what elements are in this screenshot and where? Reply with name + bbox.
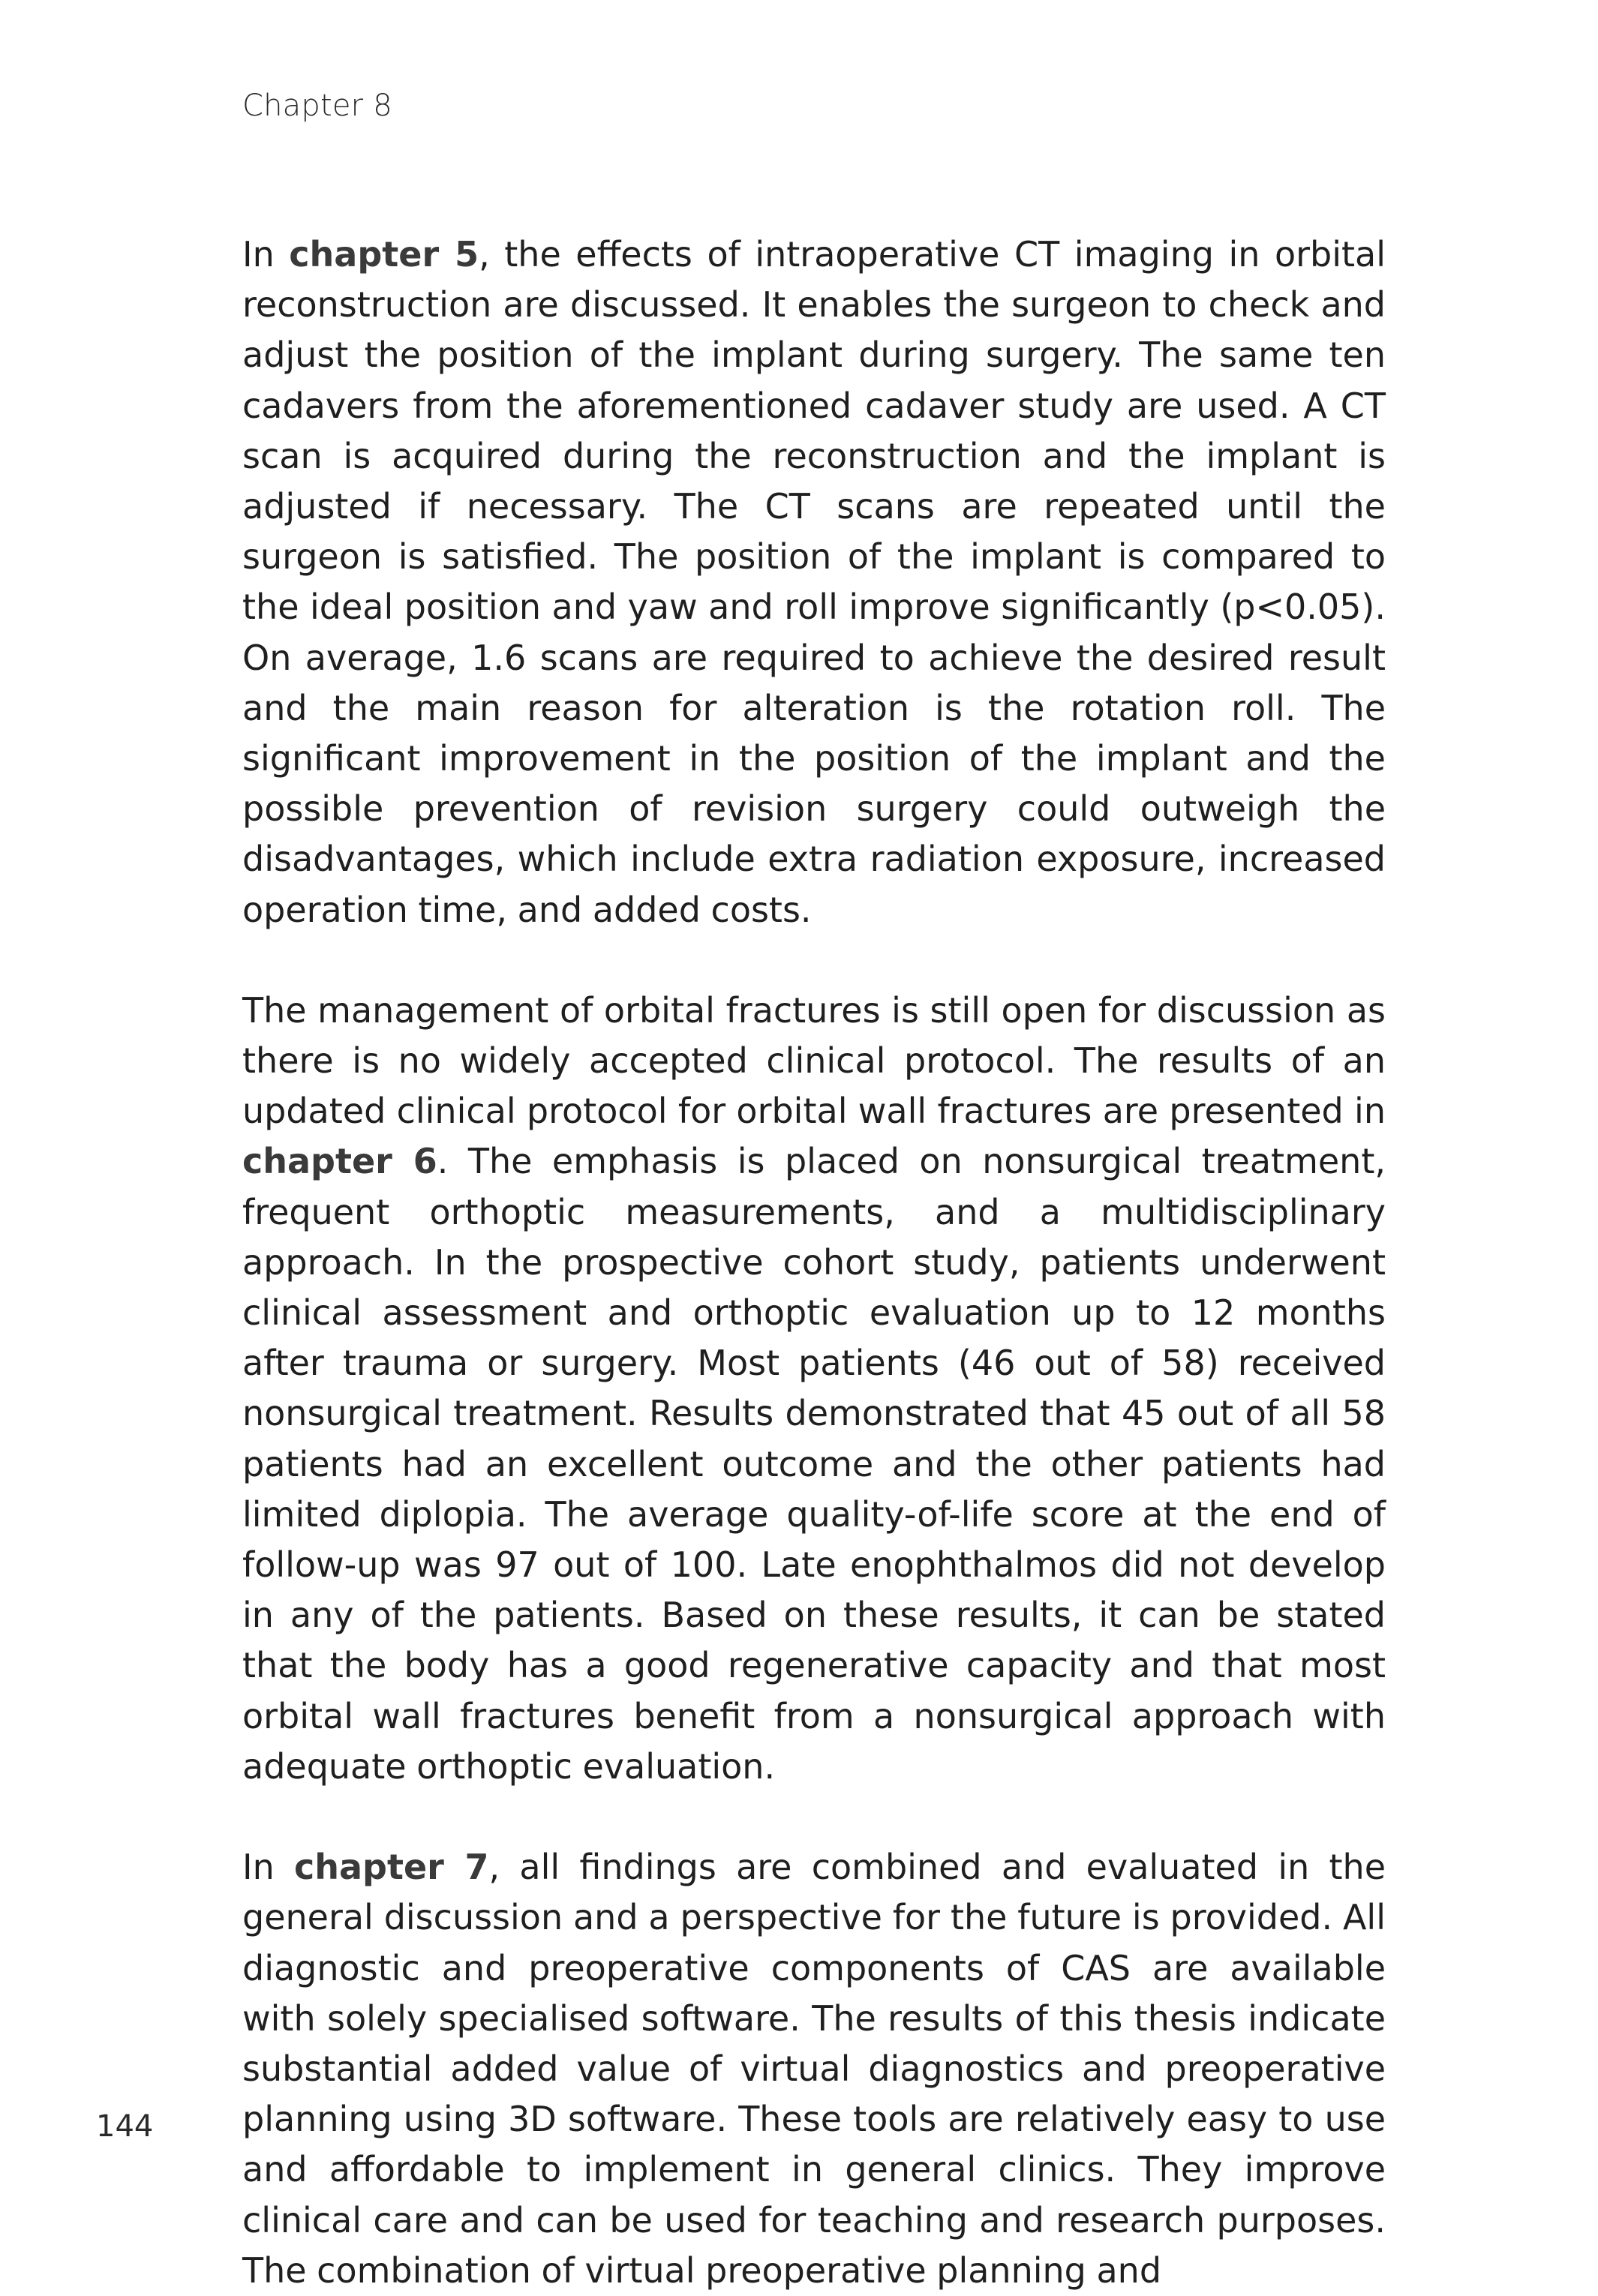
chapter-reference: chapter 7 — [293, 1847, 489, 1888]
paragraph-chapter-7-summary — [242, 1842, 1386, 2296]
chapter-reference: chapter 6 — [242, 1141, 437, 1182]
paragraph-text: In — [242, 234, 290, 275]
paragraph-text: , all findings are combined and evaluated in the general discussion and a perspective for the future is provided. All diagnostic and preoperative components of CAS are available with solely specialised software. The results of this thesis indicate substantial added value of virtual diagnostics and preoperative planning using 3D software. These tools are relatively easy to use and affordable to implement in general clinics. They improve clinical care and can be used for teaching and research purposes. The combination of virtual preoperative planning and — [242, 1847, 1386, 2291]
paragraph-text: , the effects of intraoperative CT imaging in orbital reconstruction are discussed. It enables the surgeon to check and adjust the position of the implant during surgery. The same ten cadavers from the aforementioned cadaver study are used. A CT scan is acquired during the reconstruction and the implant is adjusted if necessary. The CT scans are repeated until the surgeon is satisfied. The position of the implant is compared to the ideal position and yaw and roll improve significantly (p<0.05). On average, 1.6 scans are required to achieve the desired result and the main reason for alteration is the rotation roll. The significant improvement in the position of the implant and the possible prevention of revision surgery could outweigh the disadvantages, which include extra radiation exposure, increased operation time, and added costs. — [242, 234, 1386, 930]
paragraph-text: In — [242, 1847, 294, 1888]
paragraph-text: . The emphasis is placed on nonsurgical treatment, frequent orthoptic measurements, and a multidisciplinary approach. In the prospective cohort study, patients underwent clinical assessment and orthoptic evaluation up to 12 months after trauma or surgery. Most patients (46 out of 58) received nonsurgical treatment. Results demonstrated that 45 out of all 58 patients had an excellent outcome and the other patients had limited diplopia. The average quality-of-life score at the end of follow-up was 97 out of 100. Late enophthalmos did not develop in any of the patients. Based on these results, it can be stated that the body has a good regenerative capacity and that most orbital wall fractures benefit from a nonsurgical approach with adequate orthoptic evaluation. — [242, 1141, 1386, 1787]
chapter-reference: chapter 5 — [289, 234, 479, 275]
body-text — [242, 230, 1386, 2296]
paragraph-chapter-5-summary — [242, 230, 1386, 935]
paragraph-text: The management of orbital fractures is still open for discussion as there is no widely accepted clinical protocol. The results of an updated clinical protocol for orbital wall fractures are presented in — [242, 989, 1386, 1132]
paragraph-chapter-6-summary — [242, 986, 1386, 1792]
page-number: 144 — [96, 2109, 154, 2144]
running-header: Chapter 8 — [242, 89, 392, 123]
